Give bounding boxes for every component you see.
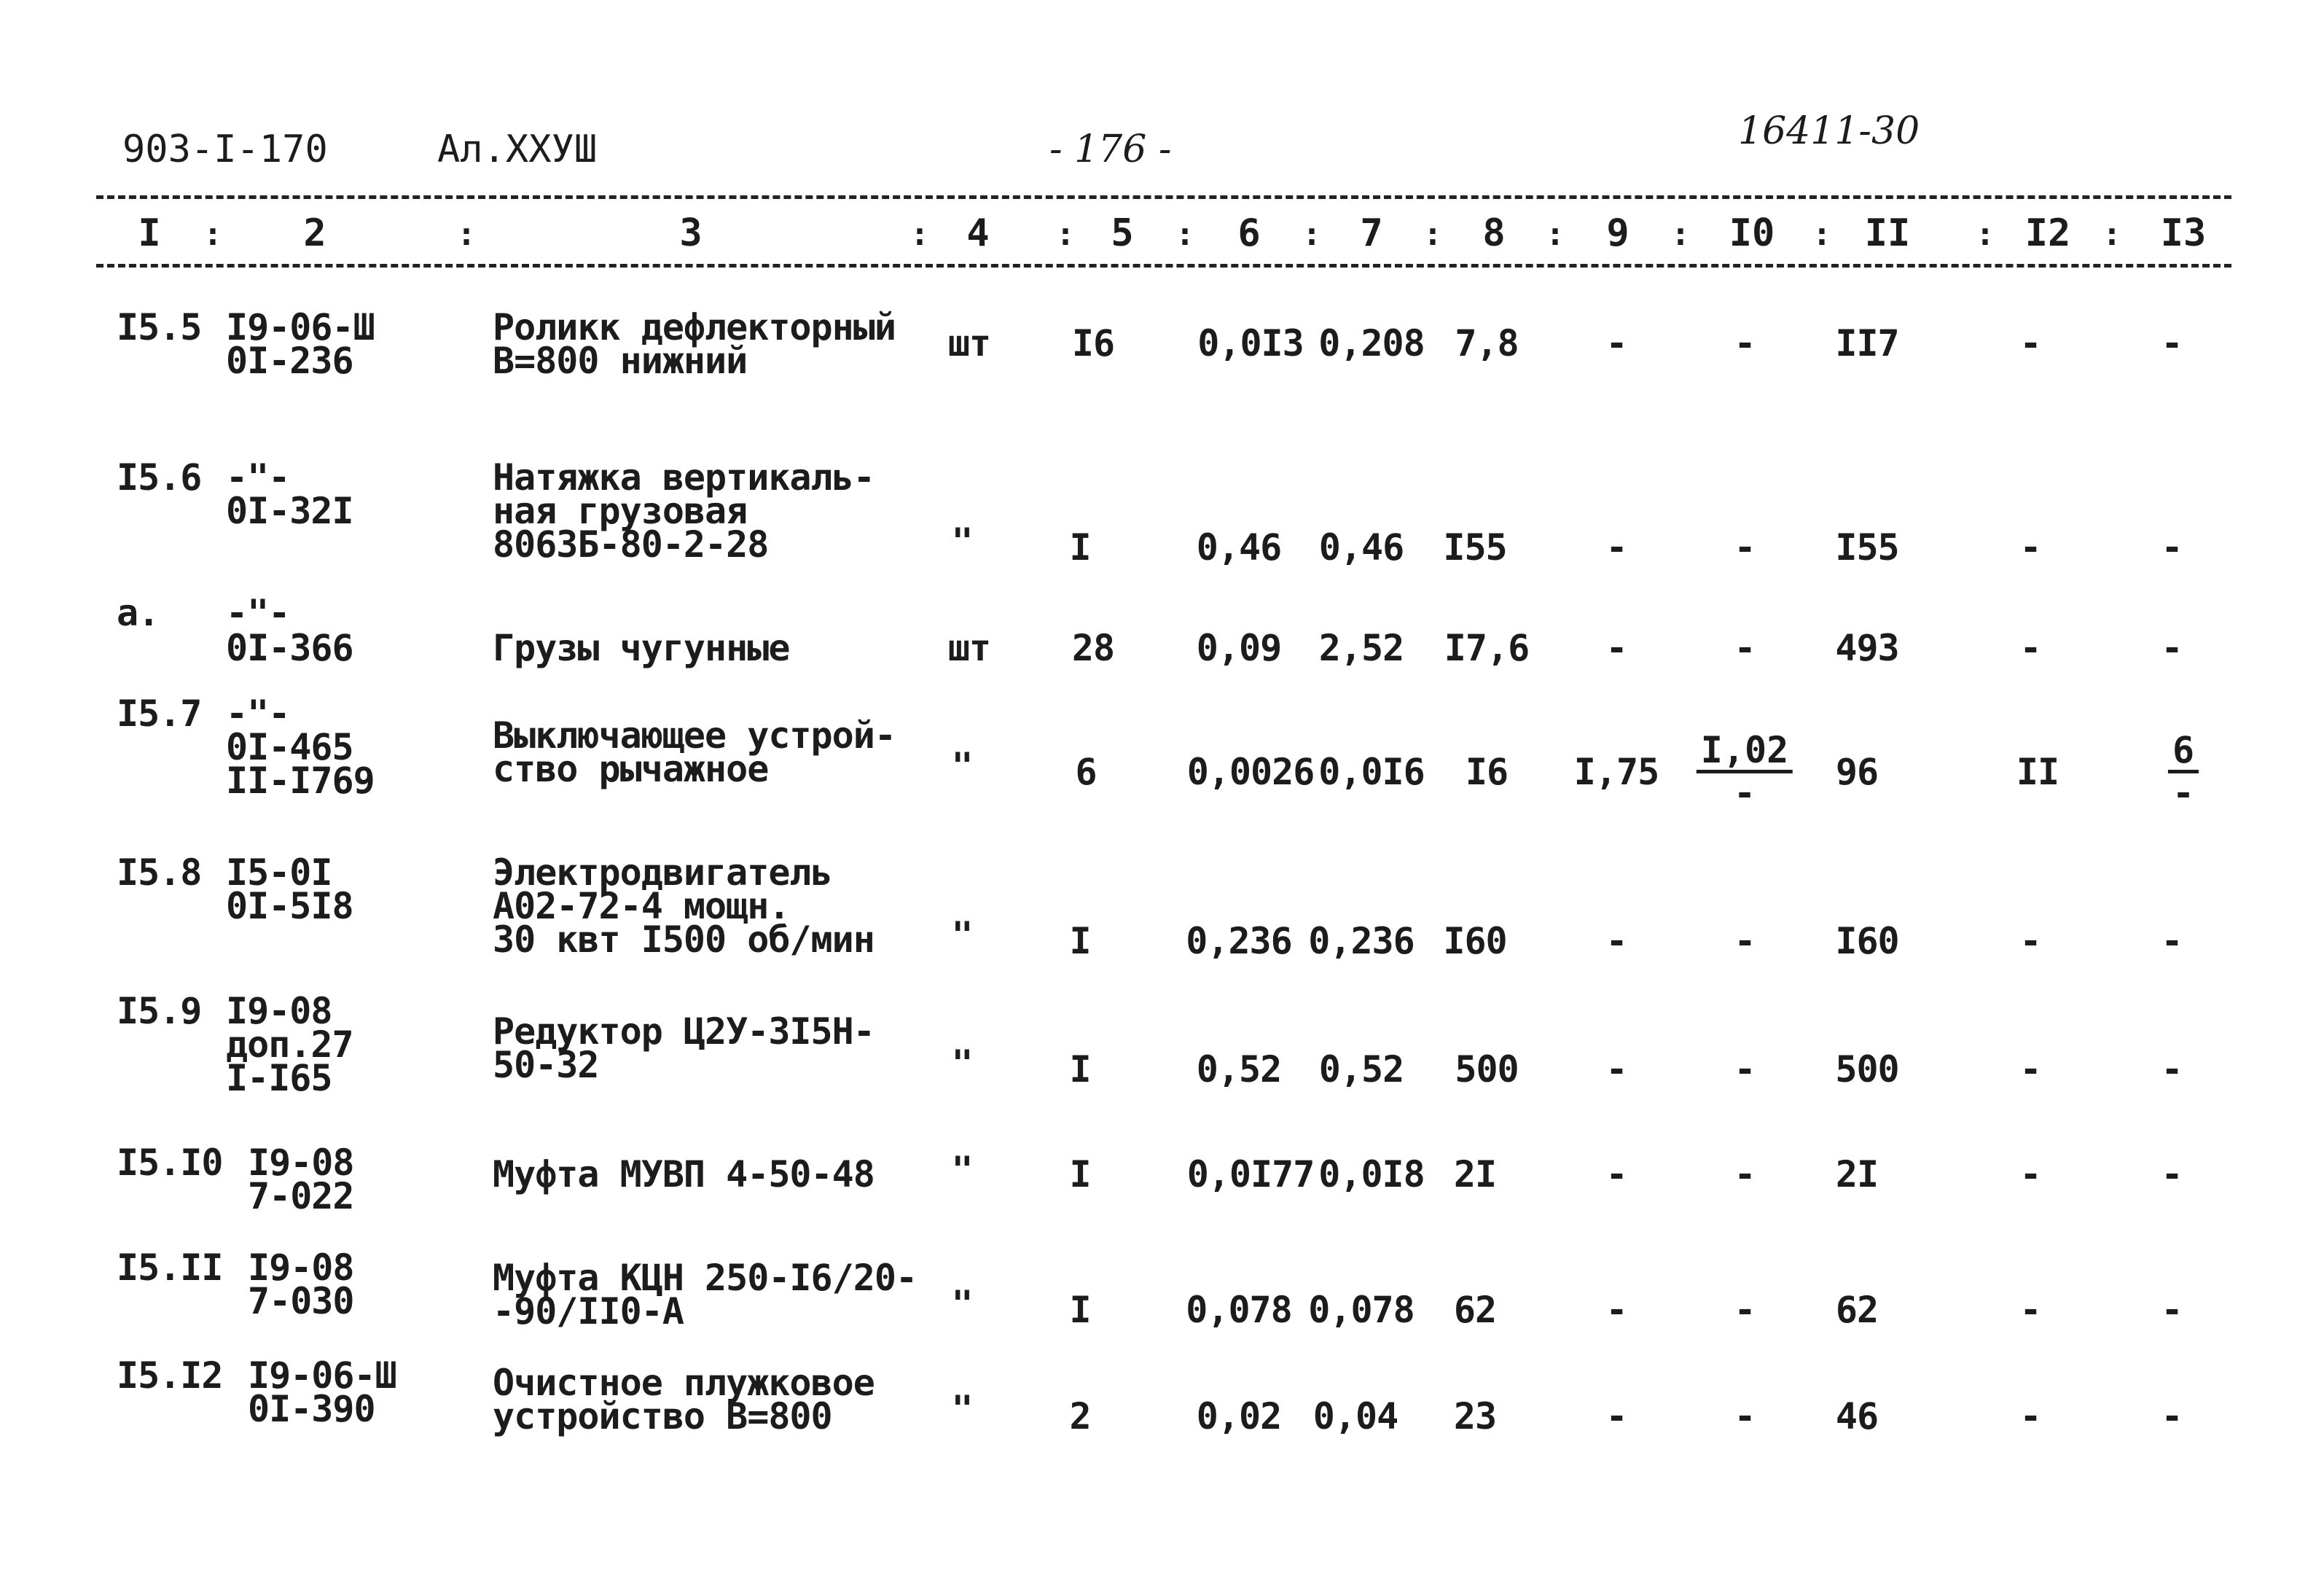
column-separator: : [1812, 216, 1832, 253]
position-number: а. [117, 592, 160, 634]
unit: шт [947, 322, 991, 364]
reference-line: 0I-465 [226, 726, 353, 768]
reference-line: I9-08 [248, 1142, 354, 1184]
reference-line: -"- [226, 692, 290, 735]
col7-value: 0,236 [1308, 920, 1415, 962]
col11-value: 500 [1835, 1048, 1899, 1091]
col12-value: - [2019, 1153, 2041, 1195]
col10-value: - [1734, 1395, 1756, 1437]
col9-value: - [1605, 1289, 1627, 1331]
col9-value: - [1605, 1395, 1627, 1437]
item-name-line: Муфта МУВП 4-50-48 [493, 1153, 875, 1195]
col8-value: I55 [1443, 526, 1507, 569]
col8-value: I6 [1465, 751, 1509, 793]
position-number: I5.5 [117, 306, 202, 348]
col10-fraction [1697, 729, 1793, 814]
col12-value: - [2019, 322, 2041, 364]
reference-line: I9-08 [248, 1246, 354, 1289]
col11-value: 62 [1835, 1289, 1879, 1331]
item-name-line: Грузы чугунные [493, 627, 790, 669]
unit: шт [947, 627, 991, 669]
colnum-8: 8 [1482, 211, 1506, 255]
col11-value: 46 [1835, 1395, 1879, 1437]
item-name-line: ство рычажное [493, 748, 769, 790]
quantity: I [1069, 1048, 1091, 1091]
col8-value: 2I [1453, 1153, 1497, 1195]
column-separator: : [1545, 216, 1565, 253]
column-separator: : [203, 216, 223, 253]
reference-line: -"- [226, 592, 290, 634]
reference-line: 0I-366 [226, 627, 353, 669]
position-number: I5.9 [117, 990, 202, 1032]
item-name-line: Натяжка вертикаль- [493, 456, 875, 499]
col13-value: - [2161, 1153, 2183, 1195]
col11-value: 2I [1835, 1153, 1879, 1195]
col10-value: - [1734, 1153, 1756, 1195]
col12-value: - [2019, 627, 2041, 669]
reference-line: 0I-236 [226, 340, 353, 382]
reference-line: I9-06-Ш [248, 1354, 396, 1397]
header-top-rule [96, 195, 2231, 199]
reference-line: I5-0I [226, 851, 332, 894]
position-number: I5.I2 [117, 1354, 223, 1397]
colnum-10: I0 [1729, 211, 1775, 255]
unit: " [951, 914, 973, 956]
reference-line: 0I-390 [248, 1388, 375, 1430]
reference-line: I-I65 [226, 1057, 332, 1099]
item-name-line: 8063Б-80-2-28 [493, 523, 769, 566]
col13-value: - [2161, 920, 2183, 962]
item-name-line: 30 квт I500 об/мин [493, 918, 875, 961]
col7-value: 0,078 [1308, 1289, 1415, 1331]
col8-value: 23 [1453, 1395, 1497, 1437]
quantity: I [1069, 1289, 1091, 1331]
quantity: I6 [1071, 322, 1115, 364]
col6-value: 0,0I77 [1186, 1153, 1315, 1195]
col10-value: - [1734, 627, 1756, 669]
col8-value: I60 [1443, 920, 1507, 962]
position-number: I5.6 [117, 456, 202, 499]
colnum-1: I [138, 211, 161, 255]
col7-value: 2,52 [1318, 627, 1404, 669]
col10-value: - [1734, 1048, 1756, 1091]
column-separator: : [1423, 216, 1443, 253]
item-name-line: А02-72-4 мощн. [493, 885, 790, 927]
col10-denominator: - [1733, 772, 1756, 814]
position-number: I5.II [117, 1246, 223, 1289]
col13-value: - [2161, 627, 2183, 669]
col13-value: - [2161, 1289, 2183, 1331]
col7-value: 0,0I8 [1318, 1153, 1425, 1195]
reference-line: II-I769 [226, 760, 375, 802]
col9-value: - [1605, 322, 1627, 364]
position-number: I5.I0 [117, 1142, 223, 1184]
col6-value: 0,078 [1186, 1289, 1292, 1331]
col6-value: 0,52 [1196, 1048, 1282, 1091]
col13-fraction [2168, 729, 2199, 814]
col13-numerator: 6 [2168, 733, 2199, 773]
col7-value: 0,0I6 [1318, 751, 1425, 793]
unit: " [951, 745, 973, 787]
col6-value: 0,09 [1196, 627, 1282, 669]
col11-value: I55 [1835, 526, 1899, 569]
col6-value: 0,0I3 [1197, 322, 1304, 364]
col7-value: 0,46 [1318, 526, 1404, 569]
colnum-3: 3 [679, 211, 703, 255]
column-separator: : [1175, 216, 1195, 253]
col7-value: 0,208 [1318, 322, 1425, 364]
col12-value: - [2019, 1395, 2041, 1437]
col11-value: 96 [1835, 751, 1879, 793]
quantity: I [1069, 920, 1091, 962]
item-name-line: Очистное плужковое [493, 1362, 875, 1404]
col8-value: 62 [1453, 1289, 1497, 1331]
column-separator: : [1055, 216, 1076, 253]
col12-value: - [2019, 1289, 2041, 1331]
reference-line: доп.27 [226, 1023, 353, 1066]
col12-value: - [2019, 1048, 2041, 1091]
col8-value: 500 [1455, 1048, 1519, 1091]
col11-value: I60 [1835, 920, 1899, 962]
reference-line: 7-030 [248, 1280, 354, 1322]
colnum-5: 5 [1111, 211, 1134, 255]
item-name-line: устройство В=800 [493, 1395, 832, 1437]
colnum-7: 7 [1360, 211, 1383, 255]
unit: " [951, 1283, 973, 1325]
col13-value: - [2161, 322, 2183, 364]
colnum-4: 4 [966, 211, 990, 255]
reference-line: 7-022 [248, 1175, 354, 1217]
col12-value: - [2019, 920, 2041, 962]
col8-value: 7,8 [1455, 322, 1519, 364]
col9-value: I,75 [1573, 751, 1659, 793]
col9-value: - [1605, 627, 1627, 669]
quantity: I [1069, 526, 1091, 569]
col11-value: II7 [1835, 322, 1899, 364]
colnum-12: I2 [2024, 211, 2071, 255]
col10-numerator: I,02 [1697, 733, 1793, 773]
reference-line: I9-06-Ш [226, 306, 375, 348]
item-name-line: Муфта КЦН 250-I6/20- [493, 1257, 918, 1299]
col10-value: - [1734, 1289, 1756, 1331]
unit: " [951, 1042, 973, 1085]
item-name-line: 50-32 [493, 1044, 599, 1086]
reference-line: I9-08 [226, 990, 332, 1032]
column-separator: : [1302, 216, 1322, 253]
header-bottom-rule [96, 264, 2231, 268]
colnum-2: 2 [303, 211, 326, 255]
column-separator: : [1670, 216, 1691, 253]
quantity: 28 [1071, 627, 1115, 669]
quantity: I [1069, 1153, 1091, 1195]
item-name-line: Редуктор Ц2У-3I5Н- [493, 1010, 875, 1053]
col9-value: - [1605, 1153, 1627, 1195]
col13-value: - [2161, 1048, 2183, 1091]
col7-value: 0,52 [1318, 1048, 1404, 1091]
unit: " [951, 1388, 973, 1430]
col10-value: - [1734, 526, 1756, 569]
col10-value: - [1734, 920, 1756, 962]
col9-value: - [1605, 920, 1627, 962]
col12-value: - [2019, 526, 2041, 569]
col13-value: - [2161, 1395, 2183, 1437]
col12-value: II [2016, 751, 2059, 793]
col6-value: 0,0026 [1186, 751, 1315, 793]
col8-value: I7,6 [1444, 627, 1530, 669]
item-name-line: Электродвигатель [493, 851, 832, 894]
column-separator: : [2102, 216, 2122, 253]
colnum-13: I3 [2160, 211, 2207, 255]
page-number: - 176 - [1049, 128, 1172, 171]
reference-line: 0I-5I8 [226, 885, 353, 927]
sheet-reference: 16411-30 [1738, 109, 1920, 153]
col6-value: 0,46 [1196, 526, 1282, 569]
col10-value: - [1734, 322, 1756, 364]
column-separator: : [456, 216, 477, 253]
reference-line: -"- [226, 456, 290, 499]
column-separator: : [1975, 216, 1995, 253]
item-name-line: Выключающее устрой- [493, 714, 896, 757]
unit: " [951, 1149, 973, 1191]
column-separator: : [909, 216, 930, 253]
colnum-6: 6 [1237, 211, 1261, 255]
col13-denominator: - [2172, 772, 2195, 814]
col9-value: - [1605, 1048, 1627, 1091]
reference-line: 0I-32I [226, 490, 353, 532]
col13-value: - [2161, 526, 2183, 569]
colnum-9: 9 [1606, 211, 1629, 255]
quantity: 6 [1075, 751, 1097, 793]
col9-value: - [1605, 526, 1627, 569]
quantity: 2 [1069, 1395, 1091, 1437]
col6-value: 0,236 [1186, 920, 1292, 962]
position-number: I5.7 [117, 692, 202, 735]
album-number: Ал.XXУШ [437, 128, 598, 171]
col11-value: 493 [1835, 627, 1899, 669]
colnum-11: II [1864, 211, 1911, 255]
item-name-line: -90/II0-А [493, 1290, 684, 1333]
item-name-line: Роликк дефлекторный [493, 306, 896, 348]
col7-value: 0,04 [1312, 1395, 1398, 1437]
doc-code: 903-I-170 [122, 128, 328, 171]
unit: " [951, 520, 973, 563]
item-name-line: В=800 нижний [493, 340, 748, 382]
col6-value: 0,02 [1196, 1395, 1282, 1437]
position-number: I5.8 [117, 851, 202, 894]
item-name-line: ная грузовая [493, 490, 748, 532]
